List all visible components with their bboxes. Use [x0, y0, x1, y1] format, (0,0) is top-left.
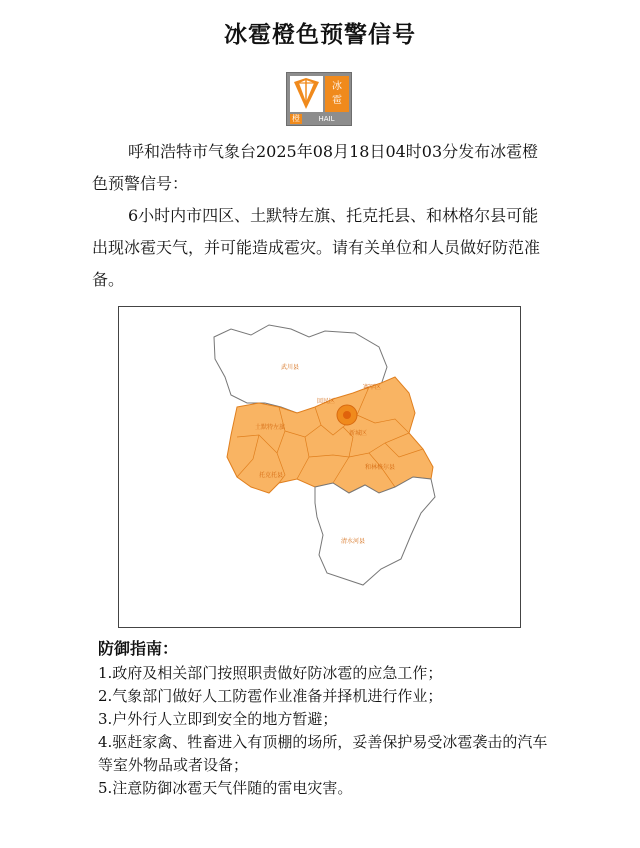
map-region-qingshuihe [315, 477, 435, 585]
guide-item: 1.政府及相关部门按照职责做好防冰雹的应急工作； [98, 664, 443, 682]
label-tuoketuo: 托克托县 [259, 472, 284, 479]
label-wuchuan: 武川县 [281, 364, 300, 371]
guide-item: 3.户外行人立即到安全的地方暂避； [98, 710, 338, 728]
label-qingshuihe: 清水河县 [341, 538, 366, 545]
label-huimin: 回民区 [317, 398, 336, 405]
page-title: 冰雹橙色预警信号 [224, 22, 416, 48]
hail-text-block [325, 76, 349, 112]
hail-symbol-icon [290, 76, 323, 112]
warning-detail-paragraph: 6小时内市四区、土默特左旗、托克托县、和林格尔县可能出现冰雹天气，并可能造成雹灾。请有关单位和人员做好防范准备。 [92, 206, 541, 289]
guide-item: 2.气象部门做好人工防雹作业准备并择机进行作业； [98, 687, 443, 705]
label-helinge: 和林格尔县 [365, 464, 396, 471]
label-tumote: 土默特左旗 [255, 424, 286, 431]
label-saihan: 赛罕区 [363, 384, 382, 391]
guide-list [98, 662, 558, 800]
guide-heading: 防御指南： [98, 639, 179, 658]
hail-orange-warning-icon [286, 72, 352, 126]
label-xincheng: 新城区 [349, 430, 368, 437]
hail-char-1: 冰 [332, 81, 342, 92]
guide-item: 5.注意防御冰雹天气伴随的雷电灾害。 [98, 779, 353, 797]
issuance-paragraph: 呼和浩特市气象台2025年08月18日04时03分发布冰雹橙色预警信号： [92, 142, 539, 193]
guide-item: 4.驱赶家禽、牲畜进入有顶棚的场所，妥善保护易受冰雹袭击的汽车等室外物品或者设备； [98, 733, 548, 774]
warning-area-map [118, 306, 521, 628]
color-label: 橙 [292, 114, 300, 123]
hail-char-2: 雹 [332, 95, 342, 106]
hail-english-label: HAIL [318, 115, 335, 123]
